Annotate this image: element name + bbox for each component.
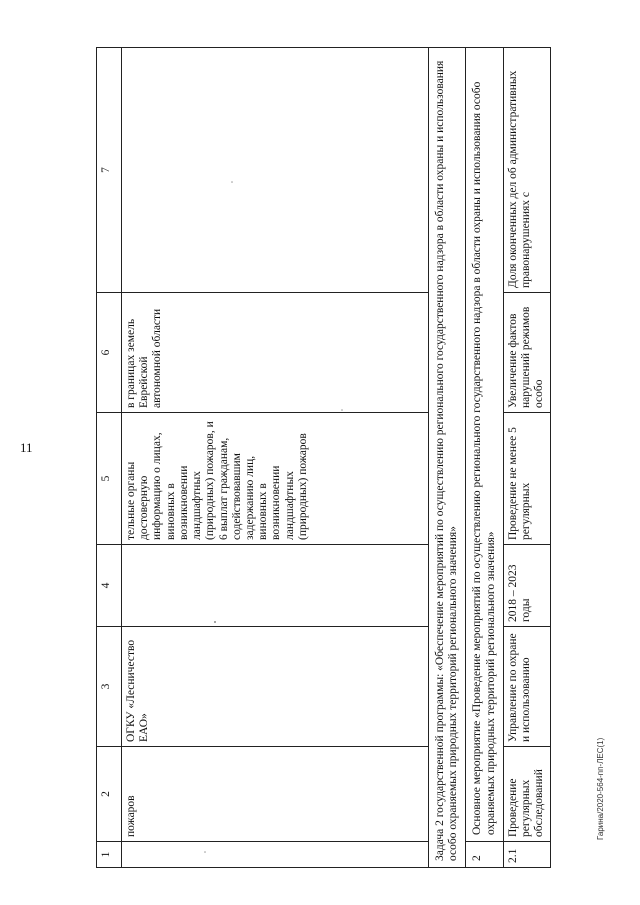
header-cell: 1 [97, 842, 122, 868]
table-cell: Управление по охране и использованию [503, 627, 550, 747]
table-cell: 2.1 [503, 842, 550, 868]
header-cell: 3 [97, 627, 122, 747]
table-cell: пожаров [122, 747, 429, 842]
main-activity-number: 2 [466, 842, 503, 868]
header-cell: 5 [97, 413, 122, 545]
table-cell: в границах земель Еврейской автономной области [122, 293, 429, 413]
table-cell: тельные органы достоверную информацию о лицах, виновных в возникновении ландшафтных (природных) пожаров, и 6 выплат гражданам, содействовавшим задержанию лиц, виновных в возникновении ландшафтных (природных) пожаров [122, 413, 429, 545]
page-number: 11 [20, 440, 33, 455]
table-cell: Доля оконченных дел об административных правонарушениях с [503, 48, 550, 293]
header-cell: 2 [97, 747, 122, 842]
table-cell: 2018 – 2023 годы [503, 545, 550, 627]
header-cell: 4 [97, 545, 122, 627]
footer-code: Гарина/2020-564-пп-ЛЕС(1) [596, 737, 605, 840]
header-cell: 6 [97, 293, 122, 413]
table-cell: Проведение не менее 5 регулярных [503, 413, 550, 545]
speck [231, 181, 233, 183]
speck [204, 851, 206, 853]
task-text: Задача 2 государственной программы: «Обеспечение мероприятий по осуществлению регионального государственного надзора в области охраны и использования особо охраняемых природных территорий регионального значения» [429, 48, 466, 868]
header-cell: 7 [97, 48, 122, 293]
table-cell: Проведение регулярных обследований [503, 747, 550, 842]
table-cell: Увеличение фактов нарушений режимов особо [503, 293, 550, 413]
main-activity-text: Основное мероприятие «Проведение мероприятий по осуществлению регионального государственного надзора в области охраны и использования особо охраняемых природных территорий регионального значения» [466, 48, 503, 842]
table-cell: ОГКУ «Лесничество ЕАО» [122, 627, 429, 747]
speck [341, 409, 343, 411]
speck [214, 621, 216, 623]
